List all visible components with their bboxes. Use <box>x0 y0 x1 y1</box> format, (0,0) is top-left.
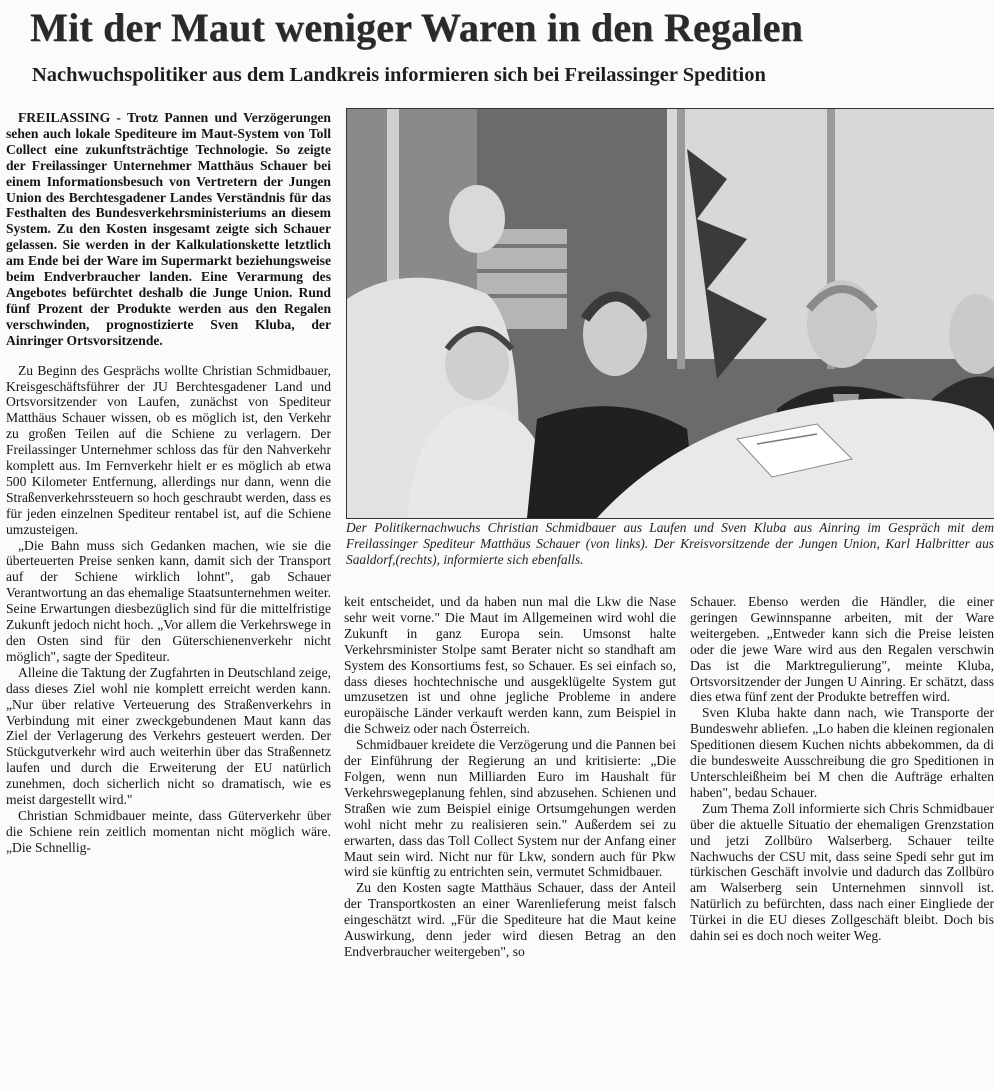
paragraph: Schauer. Ebenso werden die Händler, die einer geringen Gewinnspanne arbeiten, mit der Ware weitergeben. „Entweder kann sich die Preise leisten oder die jewe Ware wird aus den Regalen verschwin Das ist die Marktregulierung", meinte Kluba, Ortsvorsitzender der Jungen U Ainring. Er schätzt, dass dies etwa fünf zent der Produkte betreffen wird. <box>690 594 994 705</box>
paragraph: Zu den Kosten sagte Matthäus Schauer, dass der Anteil der Transportkosten an einer Warenlieferung meist falsch eingeschätzt wird. „Für die Spediteure hat die Maut keine Auswirkung, denn jeder wird diesen Betrag an den Endverbraucher weitergeben", so <box>344 880 676 959</box>
column-2 <box>344 594 676 960</box>
photo-caption: Der Politikernachwuchs Christian Schmidbauer aus Laufen und Sven Kluba aus Ainring im Gespräch mit dem Freilassinger Spediteur Matthäus Schauer (von links). Der Kreisvorsitzende der Jungen Union, Karl Halbritter aus Saaldorf,(rechts), informierte sich ebenfalls. <box>346 520 994 567</box>
article-photo <box>346 108 994 519</box>
paragraph: Zum Thema Zoll informierte sich Chris Schmidbauer über die aktuelle Situatio der ehemaligen Grenzstation und jetzi Zollbüro Walserberg. Schauer teilte Nachwuchs der CSU mit, dass seine Spedi sehr gut im türkischen Geschäft involvie und dadurch das Zollbüro am Walserberg sein Unternehmen sinnvoll ist. Natürlich zu befürchten, dass nach einer Eingliede der Türkei in die EU dieses Zollgeschäft bleibt. Doch bis dahin sei es doch noch weiter Weg. <box>690 800 994 944</box>
paragraph: Schmidbauer kreidete die Verzögerung und die Pannen bei der Einführung der Regierung an und kritisierte: „Die Folgen, wenn nun Milliarden Euro im Haushalt für Verkehrswegeplanung fehlen, sind abzusehen. Schienen und Straßen wie zum Beispiel einige Ortsumgehungen werden wohl nicht mehr zu realisieren sein." Außerdem sei zu erwarten, dass das Toll Collect System nur der Anfang einer Maut sein wird. Nicht nur für Lkw, sondern auch für Pkw wird sie künftig zu entrichten sein, vermutet Schmidbauer. <box>344 737 676 880</box>
paragraph: Alleine die Taktung der Zugfahrten in Deutschland zeige, dass dieses Ziel wohl nie komplett erreicht werden kann. „Nur über relative Verteuerung des Straßenverkehrs in Verbindung mit einer zweckgebundenen Maut kann das Ziel der Verlagerung des Verkehrs gesteuert werden. Der Stückgutverkehr wird auch weiterhin über das Straßennetz laufen und durch die Erweiterung der EU natürlich zunehmen, doch sicherlich nicht so dramatisch, wie es meist dargestellt wird." <box>6 664 331 808</box>
subheadline: Nachwuchspolitiker aus dem Landkreis informieren sich bei Freilassinger Spedition <box>32 64 766 86</box>
headline: Mit der Maut weniger Waren in den Regalen <box>30 5 803 50</box>
column-3 <box>690 594 994 944</box>
column-1 <box>6 110 331 856</box>
photo-illustration <box>347 109 994 518</box>
paragraph: keit entscheidet, und da haben nun mal die Lkw die Nase sehr weit vorne." Die Maut im Allgemeinen wird wohl die Zukunft in ganz Europa sein. Umsonst halte Verkehrsminister Stolpe samt Berater nicht so standhaft am System des Konsortiums fest, so Schauer. Es sei einfach so, dass dieses hochtechnische und ausgeklügelte System gut umzusetzen ist und ohne jegliche Probleme in andere europäische Länder verkauft werden kann, zum Beispiel in die Schweiz oder nach Österreich. <box>344 594 676 737</box>
paragraph: Christian Schmidbauer meinte, dass Güterverkehr über die Schiene rein zeitlich momentan nicht möglich wäre. „Die Schnellig- <box>6 807 331 855</box>
paragraph: „Die Bahn muss sich Gedanken machen, wie sie die überteuerten Preise senken kann, damit sich der Transport auf der Schiene wirklich lohnt", gab Schauer Verantwortung an das ehemalige Staatsunternehmen weiter. Seine Erwartungen diesbezüglich sind für die mittelfristige Zukunft jedoch nicht hoch. „Vor allem die Verkehrswege in den Osten sind für den Güterschienenverkehr nicht möglich", sagte der Spediteur. <box>6 537 331 664</box>
lead-paragraph: FREILASSING - Trotz Pannen und Verzögerungen sehen auch lokale Spediteure im Maut-System von Toll Collect eine zukunftsträchtige Technologie. So zeigte der Freilassinger Unternehmer Matthäus Schauer bei einem Informationsbesuch von Vertretern der Jungen Union des Berchtesgadener Landes Verständnis für das Festhalten des Bundesverkehrsministeriums an diesem System. Zu den Kosten insgesamt zeigte sich Schauer gelassen. Sie werden in der Kalkulationskette letztlich am Ende bei der Ware im Supermarkt beziehungsweise beim Endverbraucher landen. Eine Verarmung des Angebotes befürchtet deshalb die Junge Union. Rund fünf Prozent der Produkte werden aus den Regalen verschwinden, prognostizierte Sven Kluba, der Ainringer Ortsvorsitzende. <box>6 110 331 348</box>
paragraph: Sven Kluba hakte dann nach, wie Transporte der Bundeswehr abliefen. „Lo haben die kleinen regionalen Speditionen diesem Kuchen nichts abbekommen, da di die bundesweite Ausschreibung die gro Speditionen in Unterschleißheim bei M chen die Aufträge erhalten haben", bedau Schauer. <box>690 705 994 800</box>
paragraph: Zu Beginn des Gesprächs wollte Christian Schmidbauer, Kreisgeschäftsführer der JU Berchtesgadener Land und Ortsvorsitzender von Laufen, zunächst von Spediteur Matthäus Schauer wissen, ob es möglich ist, den Verkehr zu großen Teilen auf die Schiene zu verlagern. Der Freilassinger Unternehmer schloss das für den Nahverkehr komplett aus. Im Fernverkehr hielt er es möglich ab etwa 500 Kilometer Entfernung, allerdings nur dann, wenn die Straßenverkehrssteuern so hoch geschraubt werden, dass es für jeden einzelnen Spediteur rentabel ist, auf die Schiene umzusteigen. <box>6 362 331 537</box>
